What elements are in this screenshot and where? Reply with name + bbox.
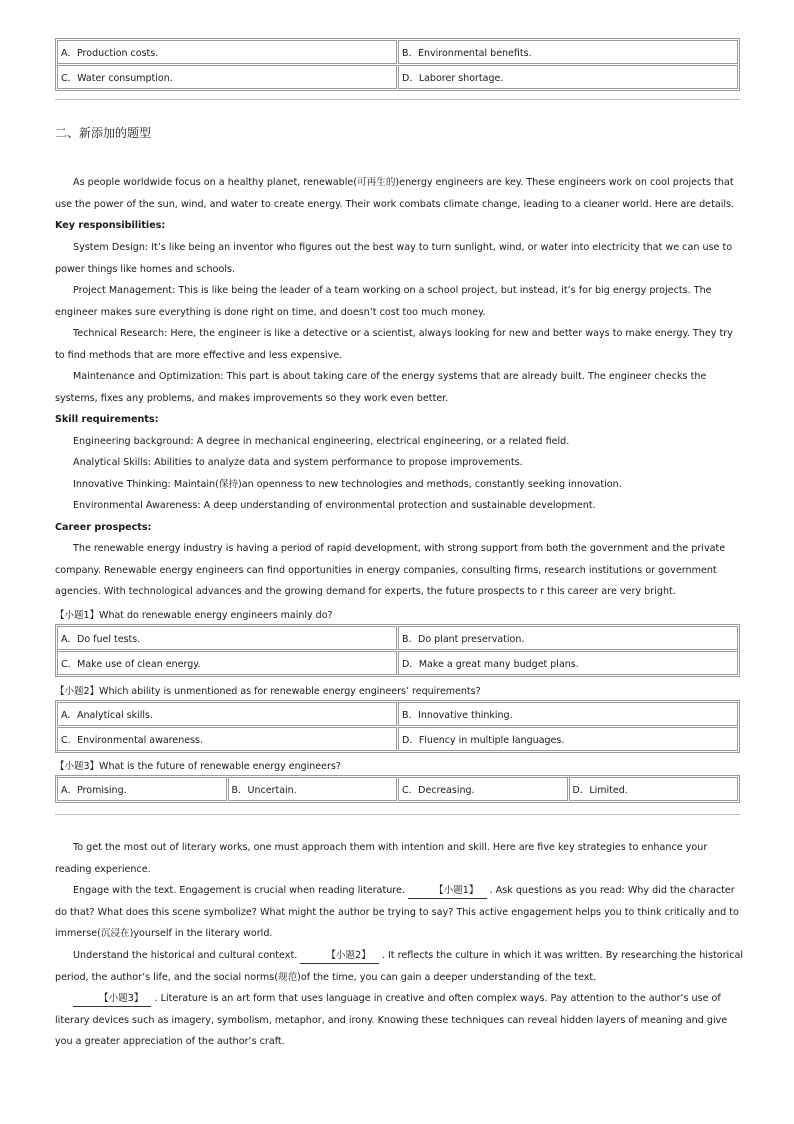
option-b[interactable]: B．Environmental benefits. (398, 40, 738, 64)
q3-option-d[interactable]: D．Limited. (569, 777, 739, 801)
strategy-2-text: . It reflects the culture in which it was written. By researching the historical period, the author’s life, and the social norms(规范)of the time, you can gain a deeper understanding of the text. (55, 950, 744, 983)
passage2-strategy-2 (55, 945, 745, 988)
career-paragraph: The renewable energy industry is having a period of rapid development, with strong support from both the government and the private company. Renewable energy engineers can find opportunities in energy companies, consulting firms, research institutions or government agencies. With technological advances and the growing demand for experts, the future prospects to r this career are very bright. (55, 543, 726, 597)
responsibility-technical-research: Technical Research: Here, the engineer is like a detective or a scientist, always looking for new and better ways to make energy. They try to find methods that are more effective and less expensive. (55, 328, 733, 361)
divider (55, 814, 740, 815)
passage2-intro: To get the most out of literary works, one must approach them with intention and skill. Here are five key strategies to enhance your reading experience. (55, 842, 708, 875)
question-3-stem: 【小题3】What is the future of renewable energy engineers? (55, 761, 341, 772)
divider (55, 99, 740, 100)
q2-option-b[interactable]: B．Innovative thinking. (398, 702, 738, 726)
q1-option-b[interactable]: B．Do plant preservation. (398, 626, 738, 650)
passage2-strategy-3 (55, 988, 745, 1053)
skill-analytical: Analytical Skills: Abilities to analyze data and system performance to propose improvements. (73, 457, 523, 468)
q1-option-a[interactable]: A．Do fuel tests. (57, 626, 397, 650)
q2-option-a[interactable]: A．Analytical skills. (57, 702, 397, 726)
option-d[interactable]: D．Laborer shortage. (398, 65, 738, 89)
passage2-strategy-1 (55, 880, 745, 945)
question-2-options (55, 700, 740, 753)
q3-option-a[interactable]: A．Promising. (57, 777, 227, 801)
question-2-stem: 【小题2】Which ability is unmentioned as for renewable energy engineers’ requirements? (55, 686, 481, 697)
strategy-1-text: . Ask questions as you read: Why did the character do that? What does this scene symbolize? What might the author be trying to say? This active engagement helps you to think critically and to immerse(沉浸在)yourself in the literary world. (55, 885, 739, 939)
option-c[interactable]: C．Water consumption. (57, 65, 397, 89)
skill-environmental: Environmental Awareness: A deep understanding of environmental protection and sustainable development. (73, 500, 596, 511)
option-a[interactable]: A．Production costs. (57, 40, 397, 64)
q3-option-c[interactable]: C．Decreasing. (398, 777, 568, 801)
strategy-1-heading: Engage with the text. Engagement is crucial when reading literature. (73, 885, 405, 896)
career-prospects-heading: Career prospects: (55, 522, 152, 533)
blank-1[interactable]: 【小题1】 (408, 884, 486, 899)
q3-option-b[interactable]: B．Uncertain. (228, 777, 398, 801)
blank-3[interactable]: 【小题3】 (73, 992, 151, 1007)
question-1-options (55, 624, 740, 677)
responsibility-system-design: System Design: It’s like being an inventor who figures out the best way to turn sunlight, wind, or water into electricity that we can use to power things like homes and schools. (55, 242, 733, 275)
strategy-3-text: . Literature is an art form that uses language in creative and often complex ways. Pay attention to the author’s use of literary devices such as imagery, symbolism, metaphor, and irony. Knowing these techniques can reveal hidden layers of meaning and give you a greater appreciation of the author’s craft. (55, 993, 728, 1047)
responsibility-project-management: Project Management: This is like being the leader of a team working on a school project, but instead, it’s for big energy projects. The engineer makes sure everything is done right on time, and doesn’t cost too much money. (55, 285, 712, 318)
question-3-options (55, 775, 740, 803)
skill-engineering: Engineering background: A degree in mechanical engineering, electrical engineering, or a related field. (73, 436, 570, 447)
q2-option-c[interactable]: C．Environmental awareness. (57, 727, 397, 751)
passage-intro: As people worldwide focus on a healthy planet, renewable(可再生的)energy engineers are key. These engineers work on cool projects that use the power of the sun, wind, and water to create energy. Their work combats climate change, leading to a cleaner world. Here are details. (55, 177, 735, 210)
top-options-table (55, 38, 740, 91)
q1-option-d[interactable]: D．Make a great many budget plans. (398, 651, 738, 675)
key-responsibilities-heading: Key responsibilities: (55, 220, 166, 231)
section-title: 二、新添加的题型 (55, 126, 152, 140)
strategy-2-heading: Understand the historical and cultural context. (73, 950, 298, 961)
question-1-stem: 【小题1】What do renewable energy engineers mainly do? (55, 610, 333, 621)
skill-requirements-heading: Skill requirements: (55, 414, 159, 425)
q1-option-c[interactable]: C．Make use of clean energy. (57, 651, 397, 675)
blank-2[interactable]: 【小题2】 (300, 949, 378, 964)
skill-innovative: Innovative Thinking: Maintain(保持)an openness to new technologies and methods, constantly seeking innovation. (73, 479, 622, 490)
responsibility-maintenance: Maintenance and Optimization: This part is about taking care of the energy systems that are already built. The engineer checks the systems, fixes any problems, and makes improvements so they work even better. (55, 371, 707, 404)
q2-option-d[interactable]: D．Fluency in multiple languages. (398, 727, 738, 751)
